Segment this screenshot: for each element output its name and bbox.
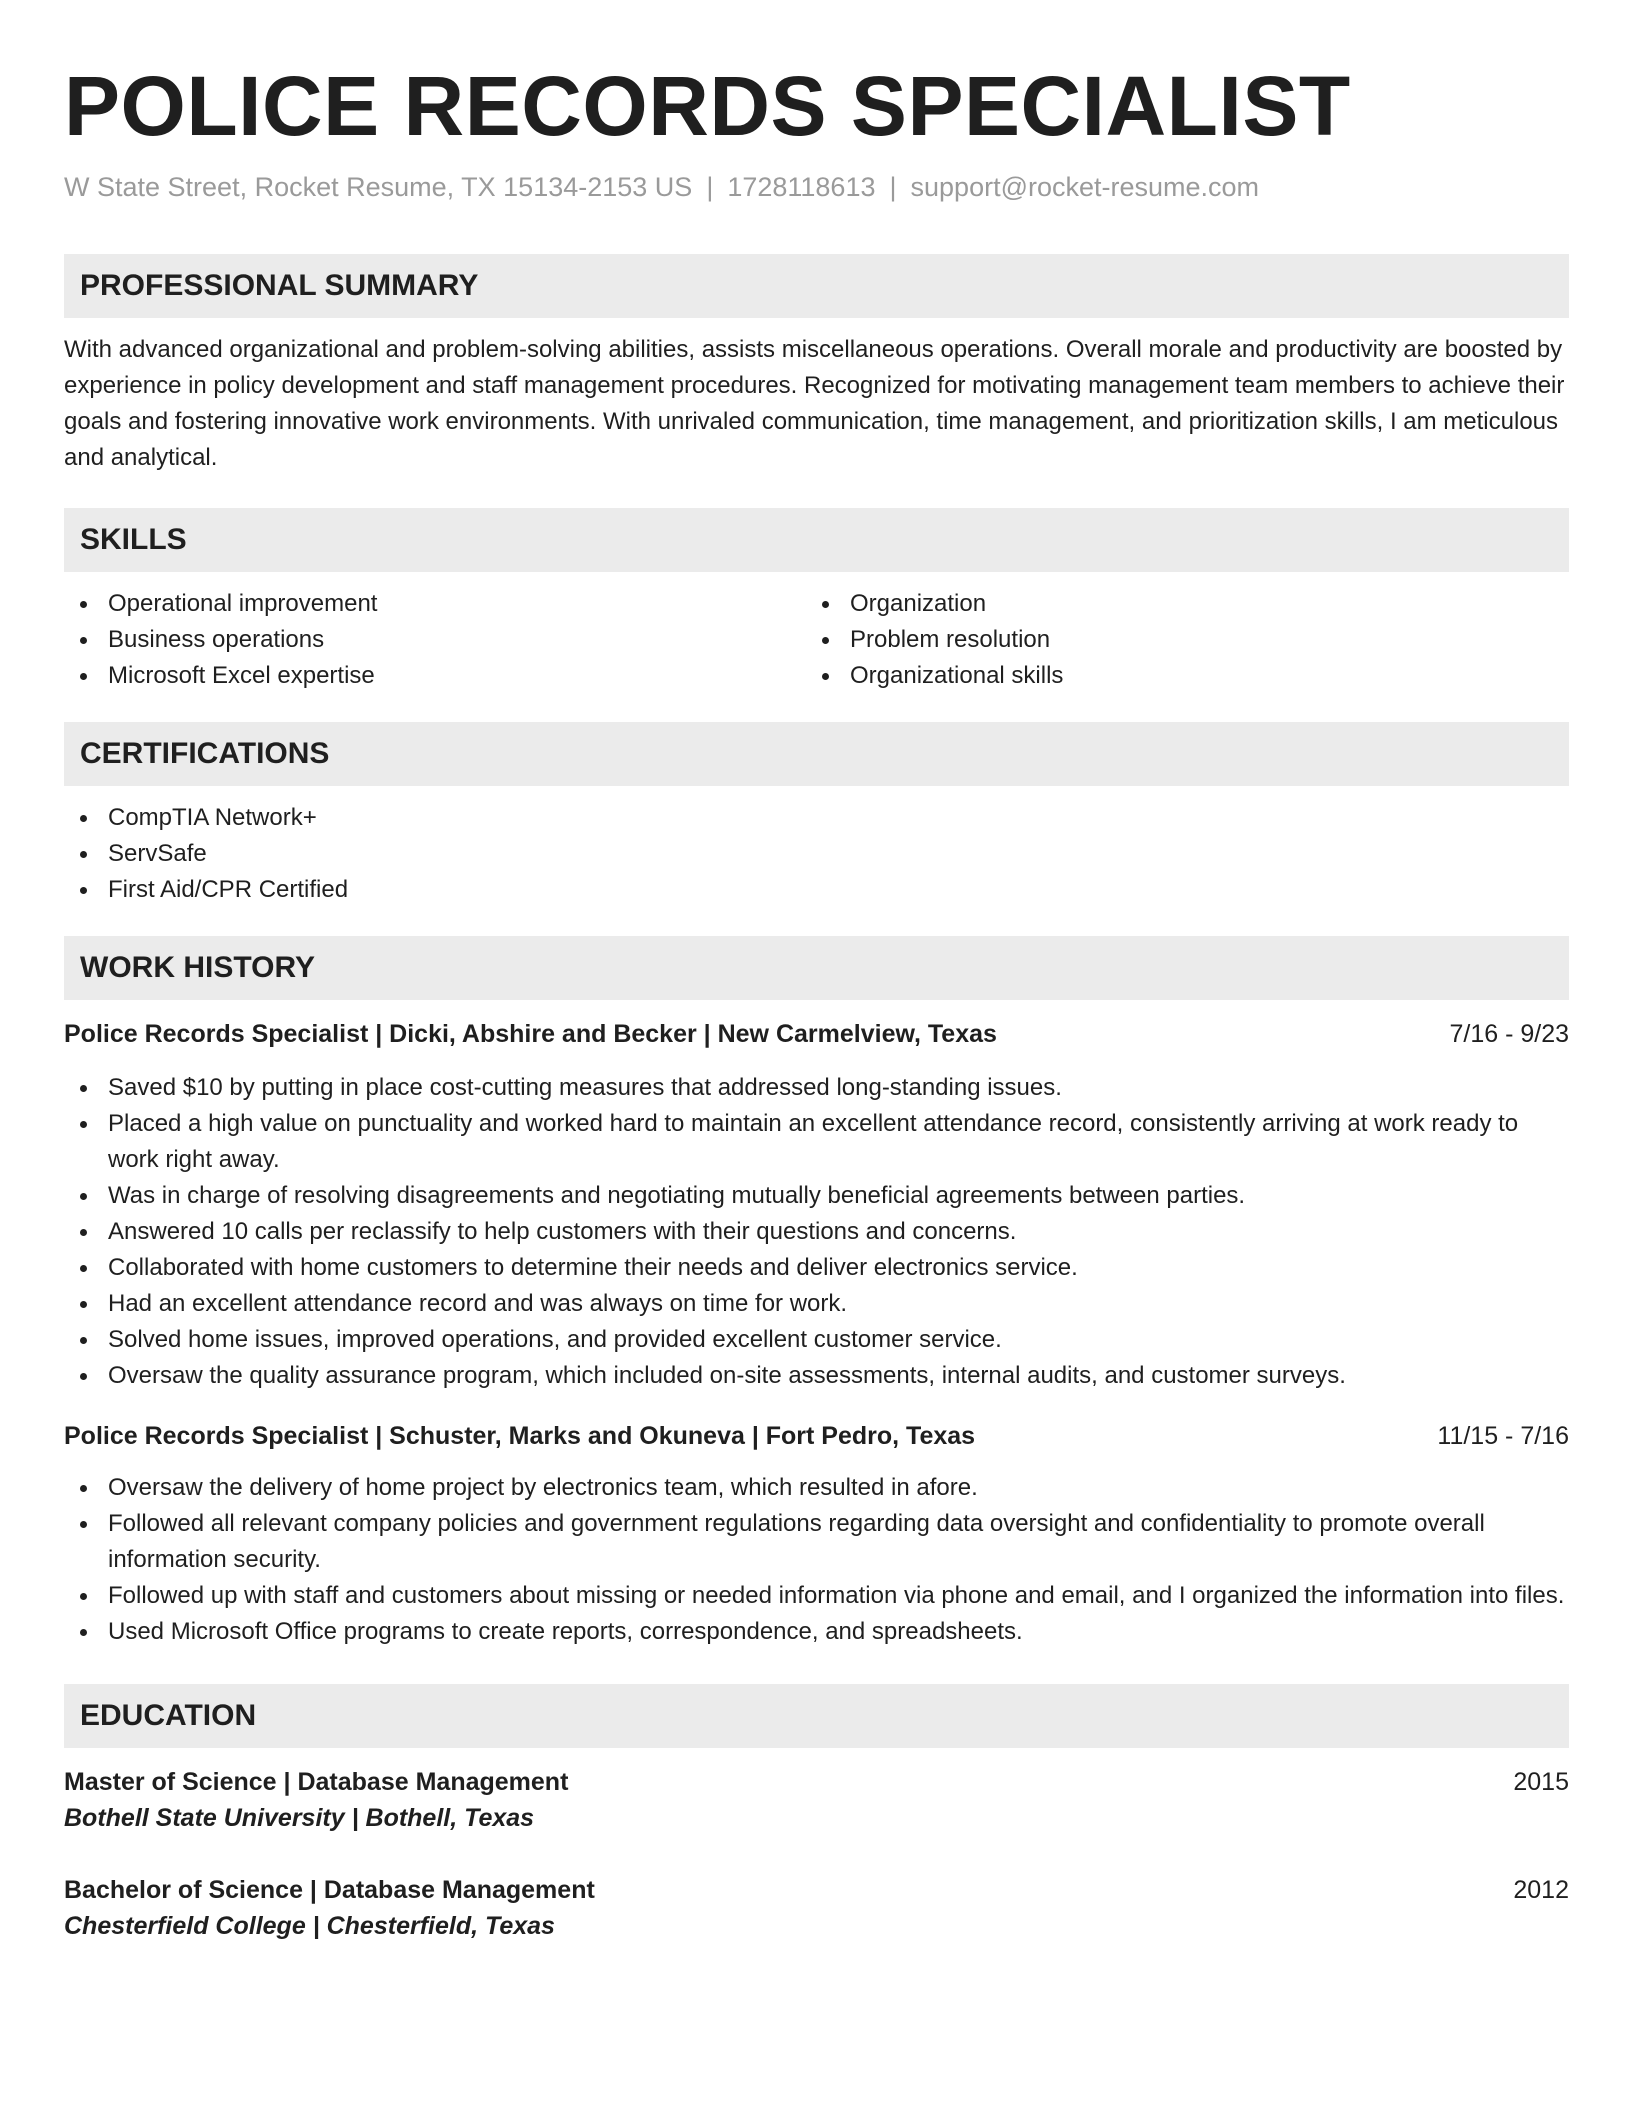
summary-heading: PROFESSIONAL SUMMARY bbox=[64, 254, 1569, 318]
contact-address: W State Street, Rocket Resume, TX 15134-2153 US bbox=[64, 172, 693, 202]
graduation-year: 2012 bbox=[1513, 1876, 1569, 1904]
certification-item: First Aid/CPR Certified bbox=[64, 872, 1569, 908]
skill-item: Problem resolution bbox=[806, 622, 1548, 658]
work-history-heading: WORK HISTORY bbox=[64, 936, 1569, 1000]
contact-separator: | bbox=[706, 172, 714, 202]
education-header bbox=[64, 1764, 1569, 1800]
skill-item: Business operations bbox=[64, 622, 806, 658]
job-bullet: Followed all relevant company policies and government regulations regarding data oversight and confidentiality to promote overall information security. bbox=[64, 1506, 1569, 1578]
degree: Bachelor of Science | Database Management bbox=[64, 1876, 595, 1904]
degree: Master of Science | Database Management bbox=[64, 1768, 569, 1796]
contact-email: support@rocket-resume.com bbox=[910, 172, 1260, 202]
certifications-heading: CERTIFICATIONS bbox=[64, 722, 1569, 786]
job-bullet: Oversaw the quality assurance program, which included on-site assessments, internal audits, and customer surveys. bbox=[64, 1358, 1569, 1394]
job-entry bbox=[64, 1418, 1569, 1650]
job-bullet: Saved $10 by putting in place cost-cutting measures that addressed long-standing issues. bbox=[64, 1070, 1569, 1106]
resume-page bbox=[64, 60, 1569, 1944]
graduation-year: 2015 bbox=[1513, 1768, 1569, 1796]
skill-item: Organizational skills bbox=[806, 658, 1548, 694]
contact-line bbox=[64, 170, 1569, 204]
job-bullet: Followed up with staff and customers about missing or needed information via phone and email, and I organized the information into files. bbox=[64, 1578, 1569, 1614]
skill-item: Microsoft Excel expertise bbox=[64, 658, 806, 694]
job-dates: 7/16 - 9/23 bbox=[1449, 1020, 1569, 1048]
job-bullets bbox=[64, 1070, 1569, 1394]
education-entry bbox=[64, 1872, 1569, 1944]
job-bullet: Collaborated with home customers to determine their needs and deliver electronics service. bbox=[64, 1250, 1569, 1286]
job-header bbox=[64, 1418, 1569, 1454]
page-title: POLICE RECORDS SPECIALIST bbox=[64, 59, 1351, 153]
education-heading: EDUCATION bbox=[64, 1684, 1569, 1748]
certification-item: CompTIA Network+ bbox=[64, 800, 1569, 836]
skill-item: Organization bbox=[806, 586, 1548, 622]
job-title: Police Records Specialist | Schuster, Marks and Okuneva | Fort Pedro, Texas bbox=[64, 1422, 976, 1450]
certification-item: ServSafe bbox=[64, 836, 1569, 872]
job-bullet: Was in charge of resolving disagreements and negotiating mutually beneficial agreements between parties. bbox=[64, 1178, 1569, 1214]
job-header bbox=[64, 1016, 1569, 1052]
skills-column-left bbox=[64, 586, 806, 694]
summary-text: With advanced organizational and problem-solving abilities, assists miscellaneous operations. Overall morale and productivity are boosted by experience in policy development and staff management procedures. Recognized for motivating management team members to achieve their goals and fostering innovative work environments. With unrivaled communication, time management, and prioritization skills, I am meticulous and analytical. bbox=[64, 336, 1565, 471]
job-bullet: Answered 10 calls per reclassify to help customers with their questions and concerns. bbox=[64, 1214, 1569, 1250]
certifications-list bbox=[64, 800, 1569, 908]
contact-phone: 1728118613 bbox=[727, 172, 876, 202]
job-entry bbox=[64, 1016, 1569, 1394]
job-bullet: Had an excellent attendance record and was always on time for work. bbox=[64, 1286, 1569, 1322]
education-header bbox=[64, 1872, 1569, 1908]
school: Chesterfield College | Chesterfield, Texas bbox=[64, 1912, 555, 1940]
job-bullet: Used Microsoft Office programs to create reports, correspondence, and spreadsheets. bbox=[64, 1614, 1569, 1650]
skills-list bbox=[64, 586, 1569, 694]
education-entry bbox=[64, 1764, 1569, 1836]
job-bullet: Solved home issues, improved operations, and provided excellent customer service. bbox=[64, 1322, 1569, 1358]
contact-separator: | bbox=[889, 172, 897, 202]
school: Bothell State University | Bothell, Texas bbox=[64, 1804, 535, 1832]
skill-item: Operational improvement bbox=[64, 586, 806, 622]
job-title: Police Records Specialist | Dicki, Abshire and Becker | New Carmelview, Texas bbox=[64, 1020, 997, 1048]
job-bullet: Oversaw the delivery of home project by electronics team, which resulted in afore. bbox=[64, 1470, 1569, 1506]
job-bullets bbox=[64, 1470, 1569, 1650]
skills-heading: SKILLS bbox=[64, 508, 1569, 572]
skills-column-right bbox=[806, 586, 1548, 694]
job-bullet: Placed a high value on punctuality and worked hard to maintain an excellent attendance record, consistently arriving at work ready to work right away. bbox=[64, 1106, 1569, 1178]
job-dates: 11/15 - 7/16 bbox=[1437, 1422, 1569, 1450]
